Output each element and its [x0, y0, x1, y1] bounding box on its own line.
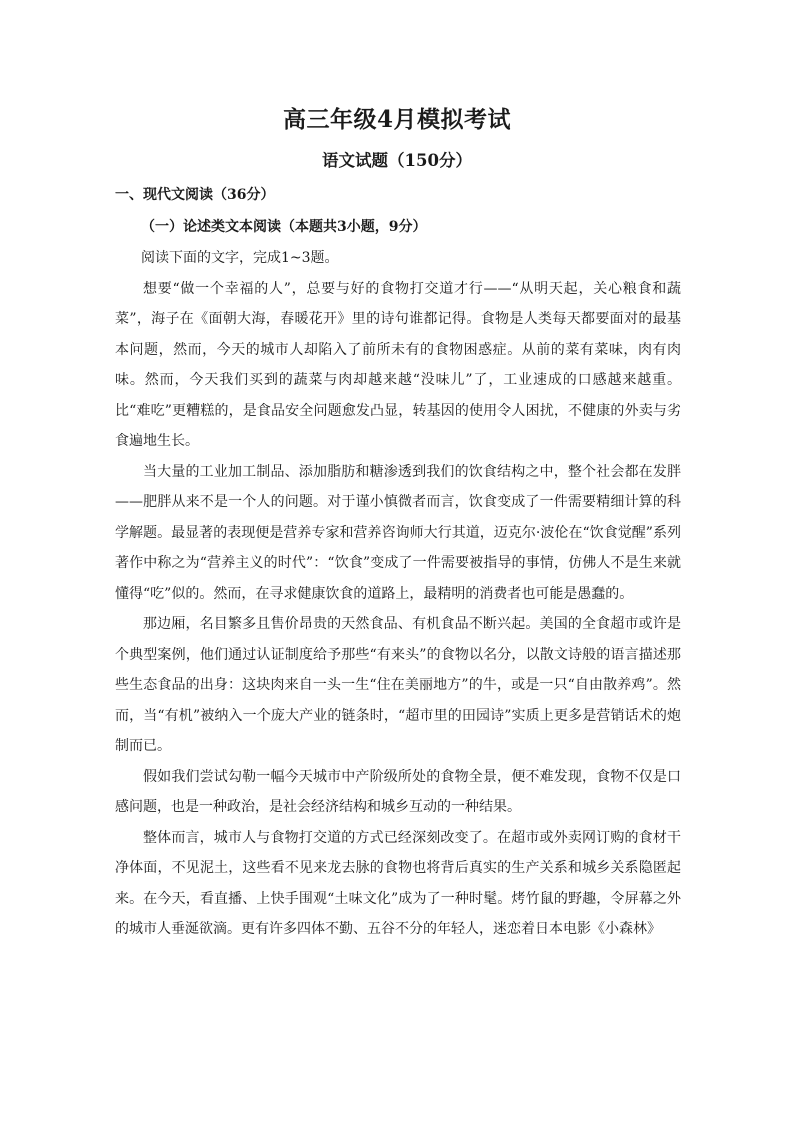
section-heading: 一、现代文阅读（36分） — [115, 187, 275, 203]
exam-title: 高三年级4月模拟考试 — [282, 106, 511, 133]
reading-passage — [115, 243, 681, 945]
passage-paragraph-4: 假如我们尝试勾勒一幅今天城市中产阶级所处的食物全景，便不难发现，食物不仅是口感问题，也是一种政治，是社会经济结构和城乡互动的一种结果。 — [115, 768, 681, 815]
exam-subtitle: 语文试题（150分） — [322, 151, 472, 170]
passage-paragraph-5: 整体而言，城市人与食物打交道的方式已经深刻改变了。在超市或外卖网订购的食材干净体面，不见泥土，这些看不见来龙去脉的食物也将背后真实的生产关系和城乡关系隐匿起来。在今天，看直播、上快手围观“土味文化”成为了一种时髦。烤竹鼠的野趣，令屏幕之外的城市人垂涎欲滴。更有许多四体不勤、五谷不分的年轻人，迷恋着日本电影《小森林》 — [115, 829, 681, 937]
passage-paragraph-3: 那边厢，名目繁多且售价昂贵的天然食品、有机食品不断兴起。美国的全食超市或许是个典型案例，他们通过认证制度给予那些“有来头”的食物以名分，以散文诗般的语言描述那些生态食品的出身：这块肉来自一头一生“住在美丽地方”的牛，或是一只“自由散养鸡”。然而，当“有机”被纳入一个庞大产业的链条时，“超市里的田园诗”实质上更多是营销话术的炮制而已。 — [115, 616, 681, 754]
passage-paragraph-2: 当大量的工业加工制品、添加脂肪和糖渗透到我们的饮食结构之中，整个社会都在发胖——肥胖从来不是一个人的问题。对于谨小慎微者而言，饮食变成了一件需要精细计算的科学解题。最显著的表现便是营养专家和营养咨询师大行其道，迈克尔·波伦在“饮食觉醒”系列著作中称之为“营养主义的时代”：“饮食”变成了一件需要被指导的事情，仿佛人不是生来就懂得“吃”似的。然而，在寻求健康饮食的道路上，最精明的消费者也可能是愚蠢的。 — [115, 463, 681, 602]
reading-instruction: 阅读下面的文字，完成1~3题。 — [141, 250, 339, 266]
passage-paragraph-1: 想要“做一个幸福的人”，总要与好的食物打交道才行——“从明天起，关心粮食和蔬菜”，海子在《面朝大海，春暖花开》里的诗句谁都记得。食物是人类每天都要面对的最基本问题，然而，今天的城市人却陷入了前所未有的食物困惑症。从前的菜有菜味，肉有肉味。然而，今天我们买到的蔬菜与肉却越来越“没味儿”了，工业速成的口感越来越重。比“难吃”更糟糕的，是食品安全问题愈发凸显，转基因的使用令人困扰，不健康的外卖与劣食遍地生长。 — [115, 280, 681, 449]
subsection-heading: （一）论述类文本阅读（本题共3小题，9分） — [141, 219, 427, 235]
